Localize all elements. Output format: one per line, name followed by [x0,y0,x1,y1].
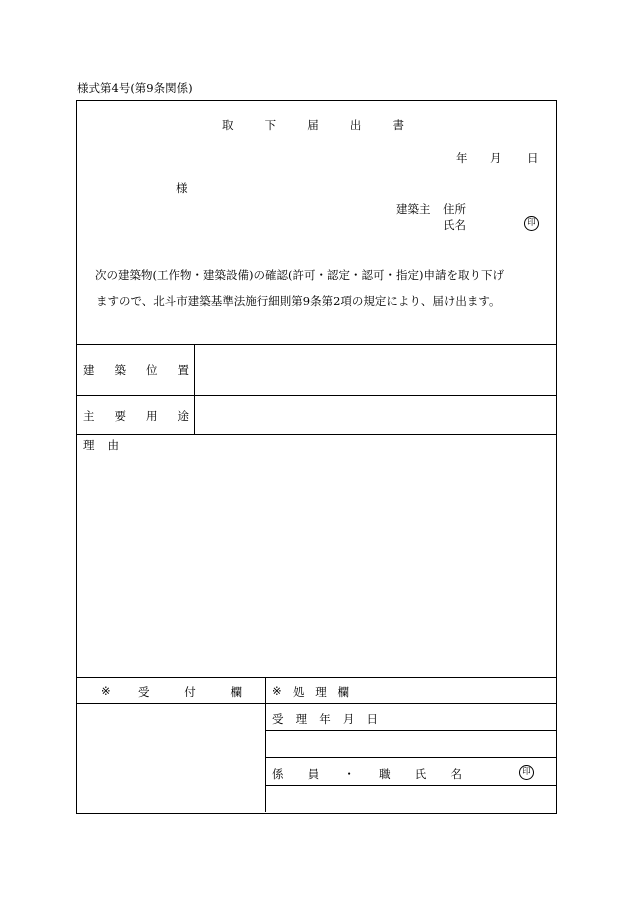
body-text-line-2: ますので、北斗市建築基準法施行細則第9条第2項の規定により、届け出ます。 [96,294,501,308]
date-day-label: 日 [527,151,539,165]
divider-processing-1 [265,730,556,731]
reason-label: 理 由 [83,438,119,452]
location-label: 建 築 位 置 [83,363,189,377]
staff-seal-icon: 印 [519,765,534,780]
divider-use-reason [76,434,556,435]
use-label: 主 要 用 途 [83,409,189,423]
form-title: 取 下 届 出 書 [222,118,404,132]
applicant-seal-icon: 印 [524,216,539,231]
form-frame [76,100,557,814]
divider-processing-3 [265,785,556,786]
staff-name-label: 係 員 ・ 職 氏 名 [272,767,462,781]
divider-top-fields [76,344,556,345]
divider-footer-column [265,677,266,812]
applicant-name-label: 氏名 [443,218,466,232]
form-number: 様式第4号(第9条関係) [77,81,193,95]
divider-label-column [194,344,195,434]
divider-footer-header [76,703,556,704]
addressee-suffix: 様 [176,181,188,195]
body-text-line-1: 次の建築物(工作物・建築設備)の確認(許可・認定・認可・指定)申請を取り下げ [95,268,504,282]
date-year-label: 年 [456,151,468,165]
applicant-address-label: 住所 [443,202,466,216]
applicant-label: 建築主 [396,202,431,216]
reception-label: 受 付 欄 [138,685,242,699]
divider-reason-footer [76,677,556,678]
divider-location-use [76,395,556,396]
divider-processing-2 [265,757,556,758]
processing-mark: ※ [272,684,282,698]
reception-mark: ※ [101,684,111,698]
date-month-label: 月 [490,151,502,165]
processing-label: 処 理 欄 [293,685,349,699]
receipt-date-label: 受 理 年 月 日 [272,712,378,726]
